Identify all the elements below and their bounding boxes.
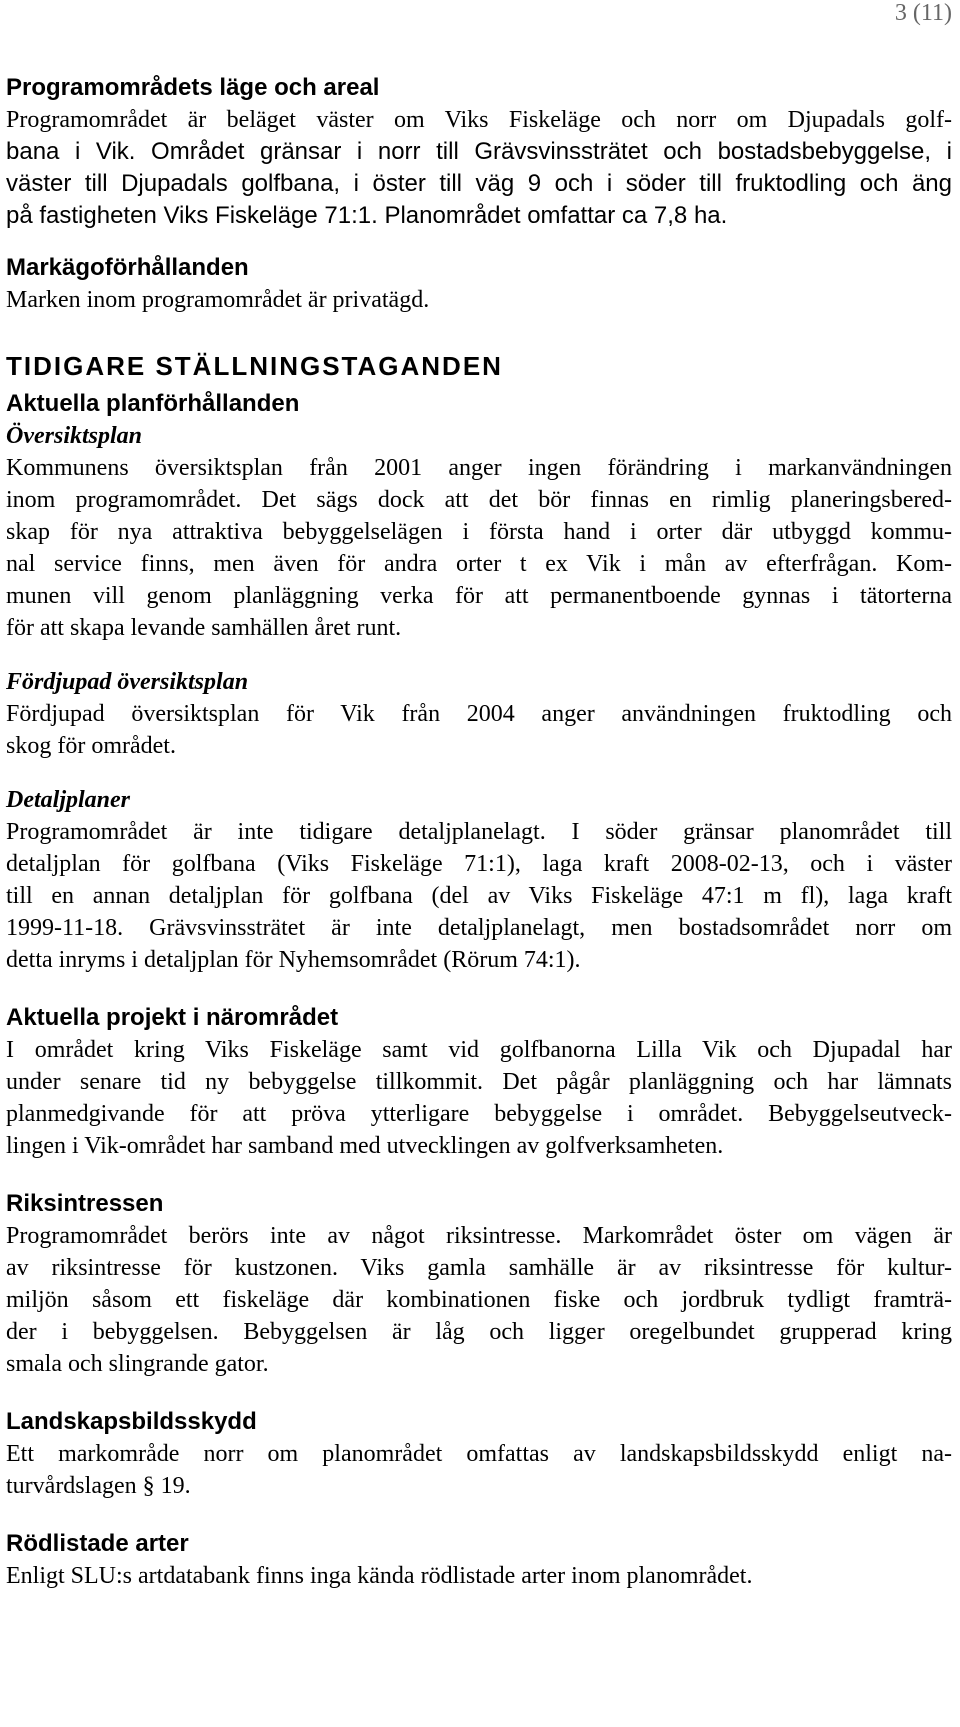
section-programomradets-lage	[6, 72, 952, 232]
text-line: Programområdet är inte tidigare detaljplanelagt. I söder gränsar planområdet till	[6, 819, 952, 845]
text-line: detaljplan för golfbana (Viks Fiskeläge 71:1), laga kraft 2008-02-13, och i väster	[6, 851, 952, 877]
section-heading: Programområdets läge och areal	[6, 74, 380, 101]
text-line: turvårdslagen § 19.	[6, 1473, 191, 1499]
paragraph	[6, 452, 952, 644]
paragraph	[6, 816, 952, 976]
text-line: Programområdet är beläget väster om Viks Fiskeläge och norr om Djupadals golf-	[6, 107, 952, 133]
page-number: 3 (11)	[894, 0, 952, 26]
paragraph	[6, 104, 952, 232]
text-line: der i bebyggelsen. Bebyggelsen är låg och ligger oregelbundet grupperad kring	[6, 1319, 952, 1345]
subheading-detaljplaner: Detaljplaner	[6, 787, 130, 813]
document-body	[6, 72, 952, 1592]
text-line: av riksintresse för kustzonen. Viks gamla samhälle är av riksintresse för kultur-	[6, 1255, 952, 1281]
text-line: nal service finns, men även för andra orter t ex Vik i mån av efterfrågan. Kom-	[6, 551, 952, 577]
paragraph	[6, 1034, 952, 1162]
paragraph	[6, 698, 952, 762]
text-line: Ett markområde norr om planområdet omfattas av landskapsbildsskydd enligt na-	[6, 1441, 952, 1467]
paragraph	[6, 1438, 952, 1502]
text-line: detta inryms i detaljplan för Nyhemsområdet (Rörum 74:1).	[6, 947, 581, 973]
text-line: I området kring Viks Fiskeläge samt vid golfbanorna Lilla Vik och Djupadal har	[6, 1037, 952, 1063]
text-line: skap för nya attraktiva bebyggelselägen i första hand i orter där utbyggd kommu-	[6, 519, 952, 545]
text-line: miljön såsom ett fiskeläge där kombinationen fiske och jordbruk tydligt framträ-	[6, 1287, 952, 1313]
text-line: skog för området.	[6, 733, 176, 759]
section-heading: Rödlistade arter	[6, 1530, 189, 1557]
section-heading: Aktuella projekt i närområdet	[6, 1004, 339, 1031]
section-heading: Riksintressen	[6, 1190, 164, 1217]
section-aktuella-planforhallanden	[6, 388, 952, 976]
section-heading: Aktuella planförhållanden	[6, 390, 300, 417]
section-riksintressen	[6, 1188, 952, 1380]
paragraph	[6, 1560, 952, 1592]
section-landskapsbildsskydd	[6, 1406, 952, 1502]
text-line: planmedgivande för att pröva ytterligare bebyggelse i området. Bebyggelseutveck-	[6, 1101, 952, 1127]
text-line: inom programområdet. Det sägs dock att det bör finnas en rimlig planeringsbered-	[6, 487, 952, 513]
paragraph	[6, 1220, 952, 1380]
section-heading: Markägoförhållanden	[6, 254, 249, 281]
text-line: munen vill genom planläggning verka för att permanentboende gynnas i tätorterna	[6, 583, 952, 609]
text-line: bana i Vik. Området gränsar i norr till Grävsvinssträtet och bostadsbebyggelse, i	[6, 138, 952, 165]
section-tidigare-stallningstaganden	[6, 348, 952, 384]
text-line: Enligt SLU:s artdatabank finns inga kända rödlistade arter inom planområdet.	[6, 1563, 753, 1589]
paragraph	[6, 284, 952, 316]
text-line: på fastigheten Viks Fiskeläge 71:1. Planområdet omfattar ca 7,8 ha.	[6, 202, 728, 229]
text-line: väster till Djupadals golfbana, i öster till väg 9 och i söder till fruktodling och äng	[6, 170, 952, 197]
subheading-oversiktsplan: Översiktsplan	[6, 423, 143, 449]
text-line: 1999-11-18. Grävsvinssträtet är inte detaljplanelagt, men bostadsområdet norr om	[6, 915, 952, 941]
text-line: Programområdet berörs inte av något riksintresse. Markområdet öster om vägen är	[6, 1223, 952, 1249]
text-line: under senare tid ny bebyggelse tillkommit. Det pågår planläggning och har lämnats	[6, 1069, 952, 1095]
section-rodlistade-arter	[6, 1528, 952, 1592]
text-line: Fördjupad översiktsplan för Vik från 2004 anger användningen fruktodling och	[6, 701, 952, 727]
text-line: smala och slingrande gator.	[6, 1351, 269, 1377]
text-line: Marken inom programområdet är privatägd.	[6, 287, 430, 313]
section-markagoforhallanden	[6, 252, 952, 316]
text-line: lingen i Vik-området har samband med utvecklingen av golfverksamheten.	[6, 1133, 724, 1159]
section-aktuella-projekt	[6, 1002, 952, 1162]
section-heading: Landskapsbildsskydd	[6, 1408, 257, 1435]
text-line: för att skapa levande samhällen året runt.	[6, 615, 402, 641]
chapter-heading: TIDIGARE STÄLLNINGSTAGANDEN	[6, 351, 503, 381]
text-line: Kommunens översiktsplan från 2001 anger ingen förändring i markanvändningen	[6, 455, 952, 481]
text-line: till en annan detaljplan för golfbana (del av Viks Fiskeläge 47:1 m fl), laga kraft	[6, 883, 952, 909]
subheading-fordjupad-oversiktsplan: Fördjupad översiktsplan	[6, 669, 249, 695]
